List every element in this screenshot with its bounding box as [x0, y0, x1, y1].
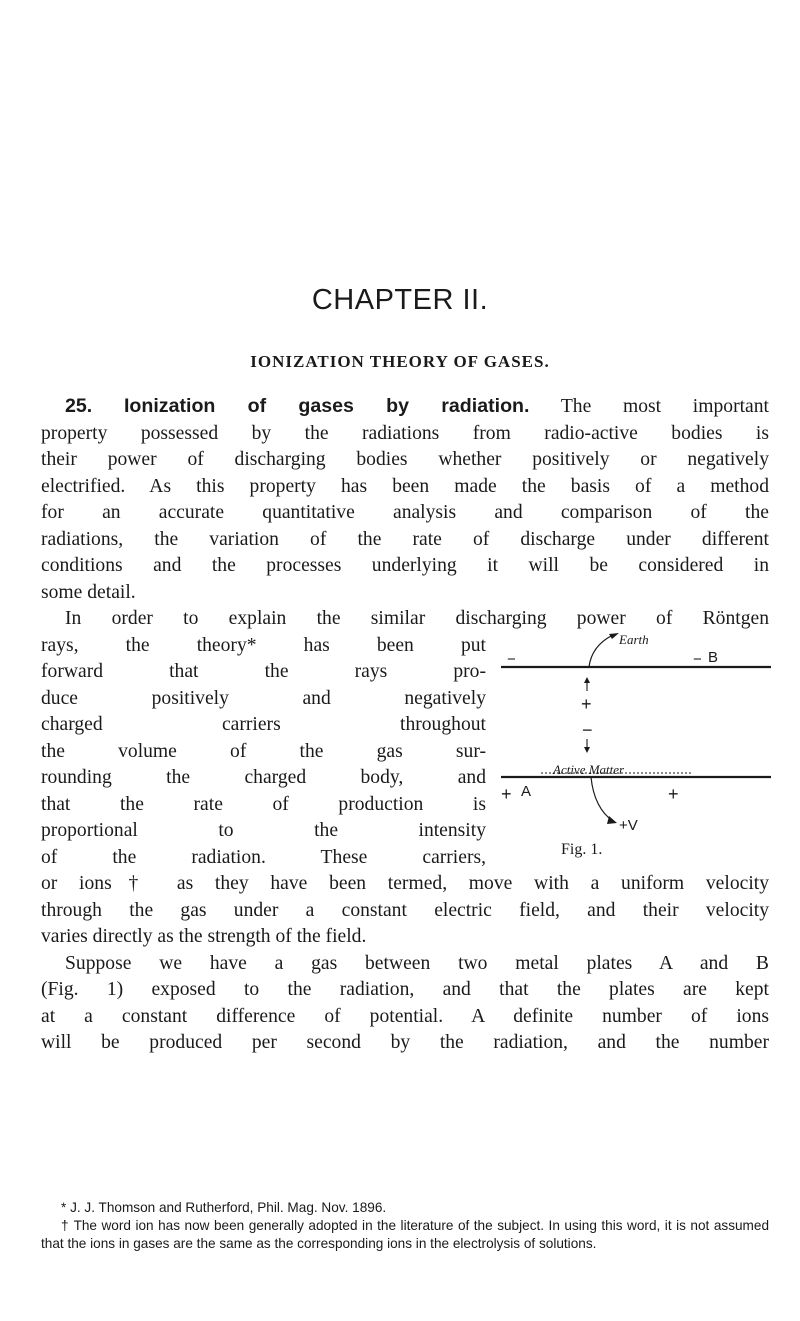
- paragraph-25-line-1: [41, 393, 769, 421]
- body-text: [41, 393, 769, 1057]
- text-line-part: Suppose we have a gas between two metal plates A and B: [65, 952, 769, 974]
- text-line: duce positively and negatively: [41, 687, 486, 709]
- plus-right-sign: +: [668, 783, 679, 804]
- text-line: rays, the theory* has been put: [41, 634, 486, 656]
- paragraph-number: 25.: [65, 395, 93, 417]
- text-line: at a constant difference of potential. A definite number of ions: [41, 1005, 769, 1027]
- text-line: conditions and the processes underlying it will be considered in: [41, 555, 769, 576]
- text-line: property possessed by the radiations from radio-active bodies is: [41, 422, 769, 444]
- text-line: forward that the rays pro-: [41, 661, 486, 682]
- text-line: of the radiation. These carriers,: [41, 846, 486, 868]
- section-title: IONIZATION THEORY OF GASES.: [250, 352, 550, 371]
- text-line: some detail.: [41, 581, 136, 603]
- figure-1-diagram: [501, 633, 781, 883]
- earth-label: Earth: [619, 631, 649, 647]
- text-line: In order to explain the similar discharging power of Röntgen: [65, 608, 769, 629]
- text-line: varies directly as the strength of the field.: [41, 926, 367, 947]
- paragraph-heading: Ionization of gases by radiation.: [123, 395, 530, 417]
- footnote-1: [41, 1199, 769, 1217]
- earth-arrowhead: [609, 633, 619, 639]
- paragraph-text: The most important: [560, 396, 769, 417]
- minus-left-sign: −: [507, 650, 516, 668]
- text-line: through the gas under a constant electric field, and their velocity: [41, 899, 769, 921]
- earth-wire: [589, 635, 613, 667]
- footnote-text: The word ion has now been generally adopted in the literature of the subject. In using this word, it is not assumed that the ions in gases are the same as the corresponding ions in the electrolysis of solutions.: [41, 1218, 769, 1251]
- footnotes: [41, 1199, 769, 1253]
- text-line: radiations, the variation of the rate of discharge under different: [41, 528, 769, 550]
- plus-a-sign: +: [501, 783, 512, 804]
- figure-wrap-block: [41, 633, 769, 872]
- text-line: [41, 951, 769, 978]
- text-line: electrified. As this property has been made the basis of a method: [41, 475, 769, 497]
- minus-right-sign: −: [693, 650, 702, 668]
- plate-a-label: A: [521, 782, 532, 800]
- footnote-text: J. J. Thomson and Rutherford, Phil. Mag. Nov. 1896.: [70, 1200, 387, 1215]
- wrapped-text: [41, 633, 486, 872]
- footnote-marker: †: [61, 1218, 70, 1233]
- chapter-title: CHAPTER II.: [311, 284, 489, 316]
- battery-wire: [591, 777, 613, 821]
- footnote-2: [41, 1217, 769, 1253]
- text-line: that the rate of production is: [41, 793, 486, 815]
- plus-v-label: +V: [619, 816, 638, 834]
- figure-1: [501, 633, 781, 883]
- active-matter-label: Active Matter: [553, 761, 625, 777]
- plus-mid-sign: +: [581, 693, 592, 714]
- text-line: their power of discharging bodies whether positively or negatively: [41, 449, 769, 470]
- text-line: charged carriers throughout: [41, 714, 486, 735]
- figure-caption: Fig. 1.: [561, 840, 603, 858]
- text-line: the volume of the gas sur-: [41, 740, 486, 762]
- text-line: (Fig. 1) exposed to the radiation, and that the plates are kept: [41, 979, 769, 1000]
- footnote-marker: *: [61, 1200, 67, 1215]
- minus-mid-sign: −: [582, 719, 593, 740]
- text-line: proportional to the intensity: [41, 820, 486, 841]
- text-line: will be produced per second by the radiation, and the number: [41, 1032, 769, 1053]
- plate-b-label: B: [708, 648, 719, 666]
- text-line: or ions† as they have been termed, move with a uniform velocity: [41, 873, 769, 894]
- text-line: rounding the charged body, and: [41, 767, 486, 788]
- text-line: for an accurate quantitative analysis and comparison of the: [41, 502, 769, 523]
